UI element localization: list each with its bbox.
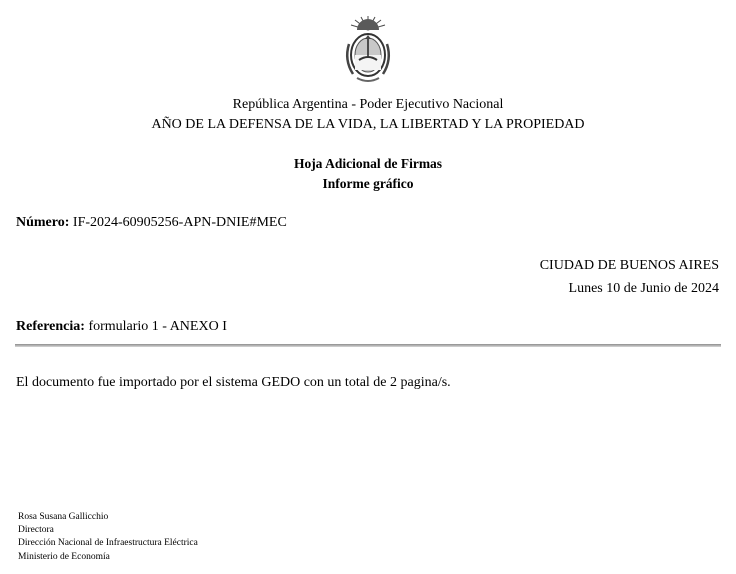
referencia-row — [16, 319, 227, 335]
document-title: Hoja Adicional de Firmas — [293, 156, 443, 171]
signer-office: Dirección Nacional de Infraestructura Eléctrica — [18, 538, 198, 549]
coat-of-arms-icon — [339, 14, 397, 86]
signer-role: Directora — [18, 525, 54, 536]
header-line-2: AÑO DE LA DEFENSA DE LA VIDA, LA LIBERTAD Y LA PROPIEDAD — [151, 117, 585, 132]
document-date: Lunes 10 de Junio de 2024 — [568, 281, 719, 296]
numero-row — [16, 215, 287, 231]
signer-name: Rosa Susana Gallicchio — [18, 512, 109, 522]
numero-value: IF-2024-60905256-APN-DNIE#MEC — [72, 215, 287, 230]
divider — [15, 344, 721, 347]
referencia-value: formulario 1 - ANEXO I — [88, 319, 227, 334]
signer-ministry: Ministerio de Economía — [18, 551, 110, 562]
numero-label: Número: — [16, 215, 70, 230]
signer-block — [18, 511, 198, 564]
header-line-1: República Argentina - Poder Ejecutivo Nacional — [232, 97, 504, 112]
document-subtitle: Informe gráfico — [322, 176, 414, 191]
city: CIUDAD DE BUENOS AIRES — [539, 258, 719, 273]
body-text: El documento fue importado por el sistema GEDO con un total de 2 pagina/s. — [16, 375, 451, 390]
referencia-label: Referencia: — [16, 319, 85, 334]
